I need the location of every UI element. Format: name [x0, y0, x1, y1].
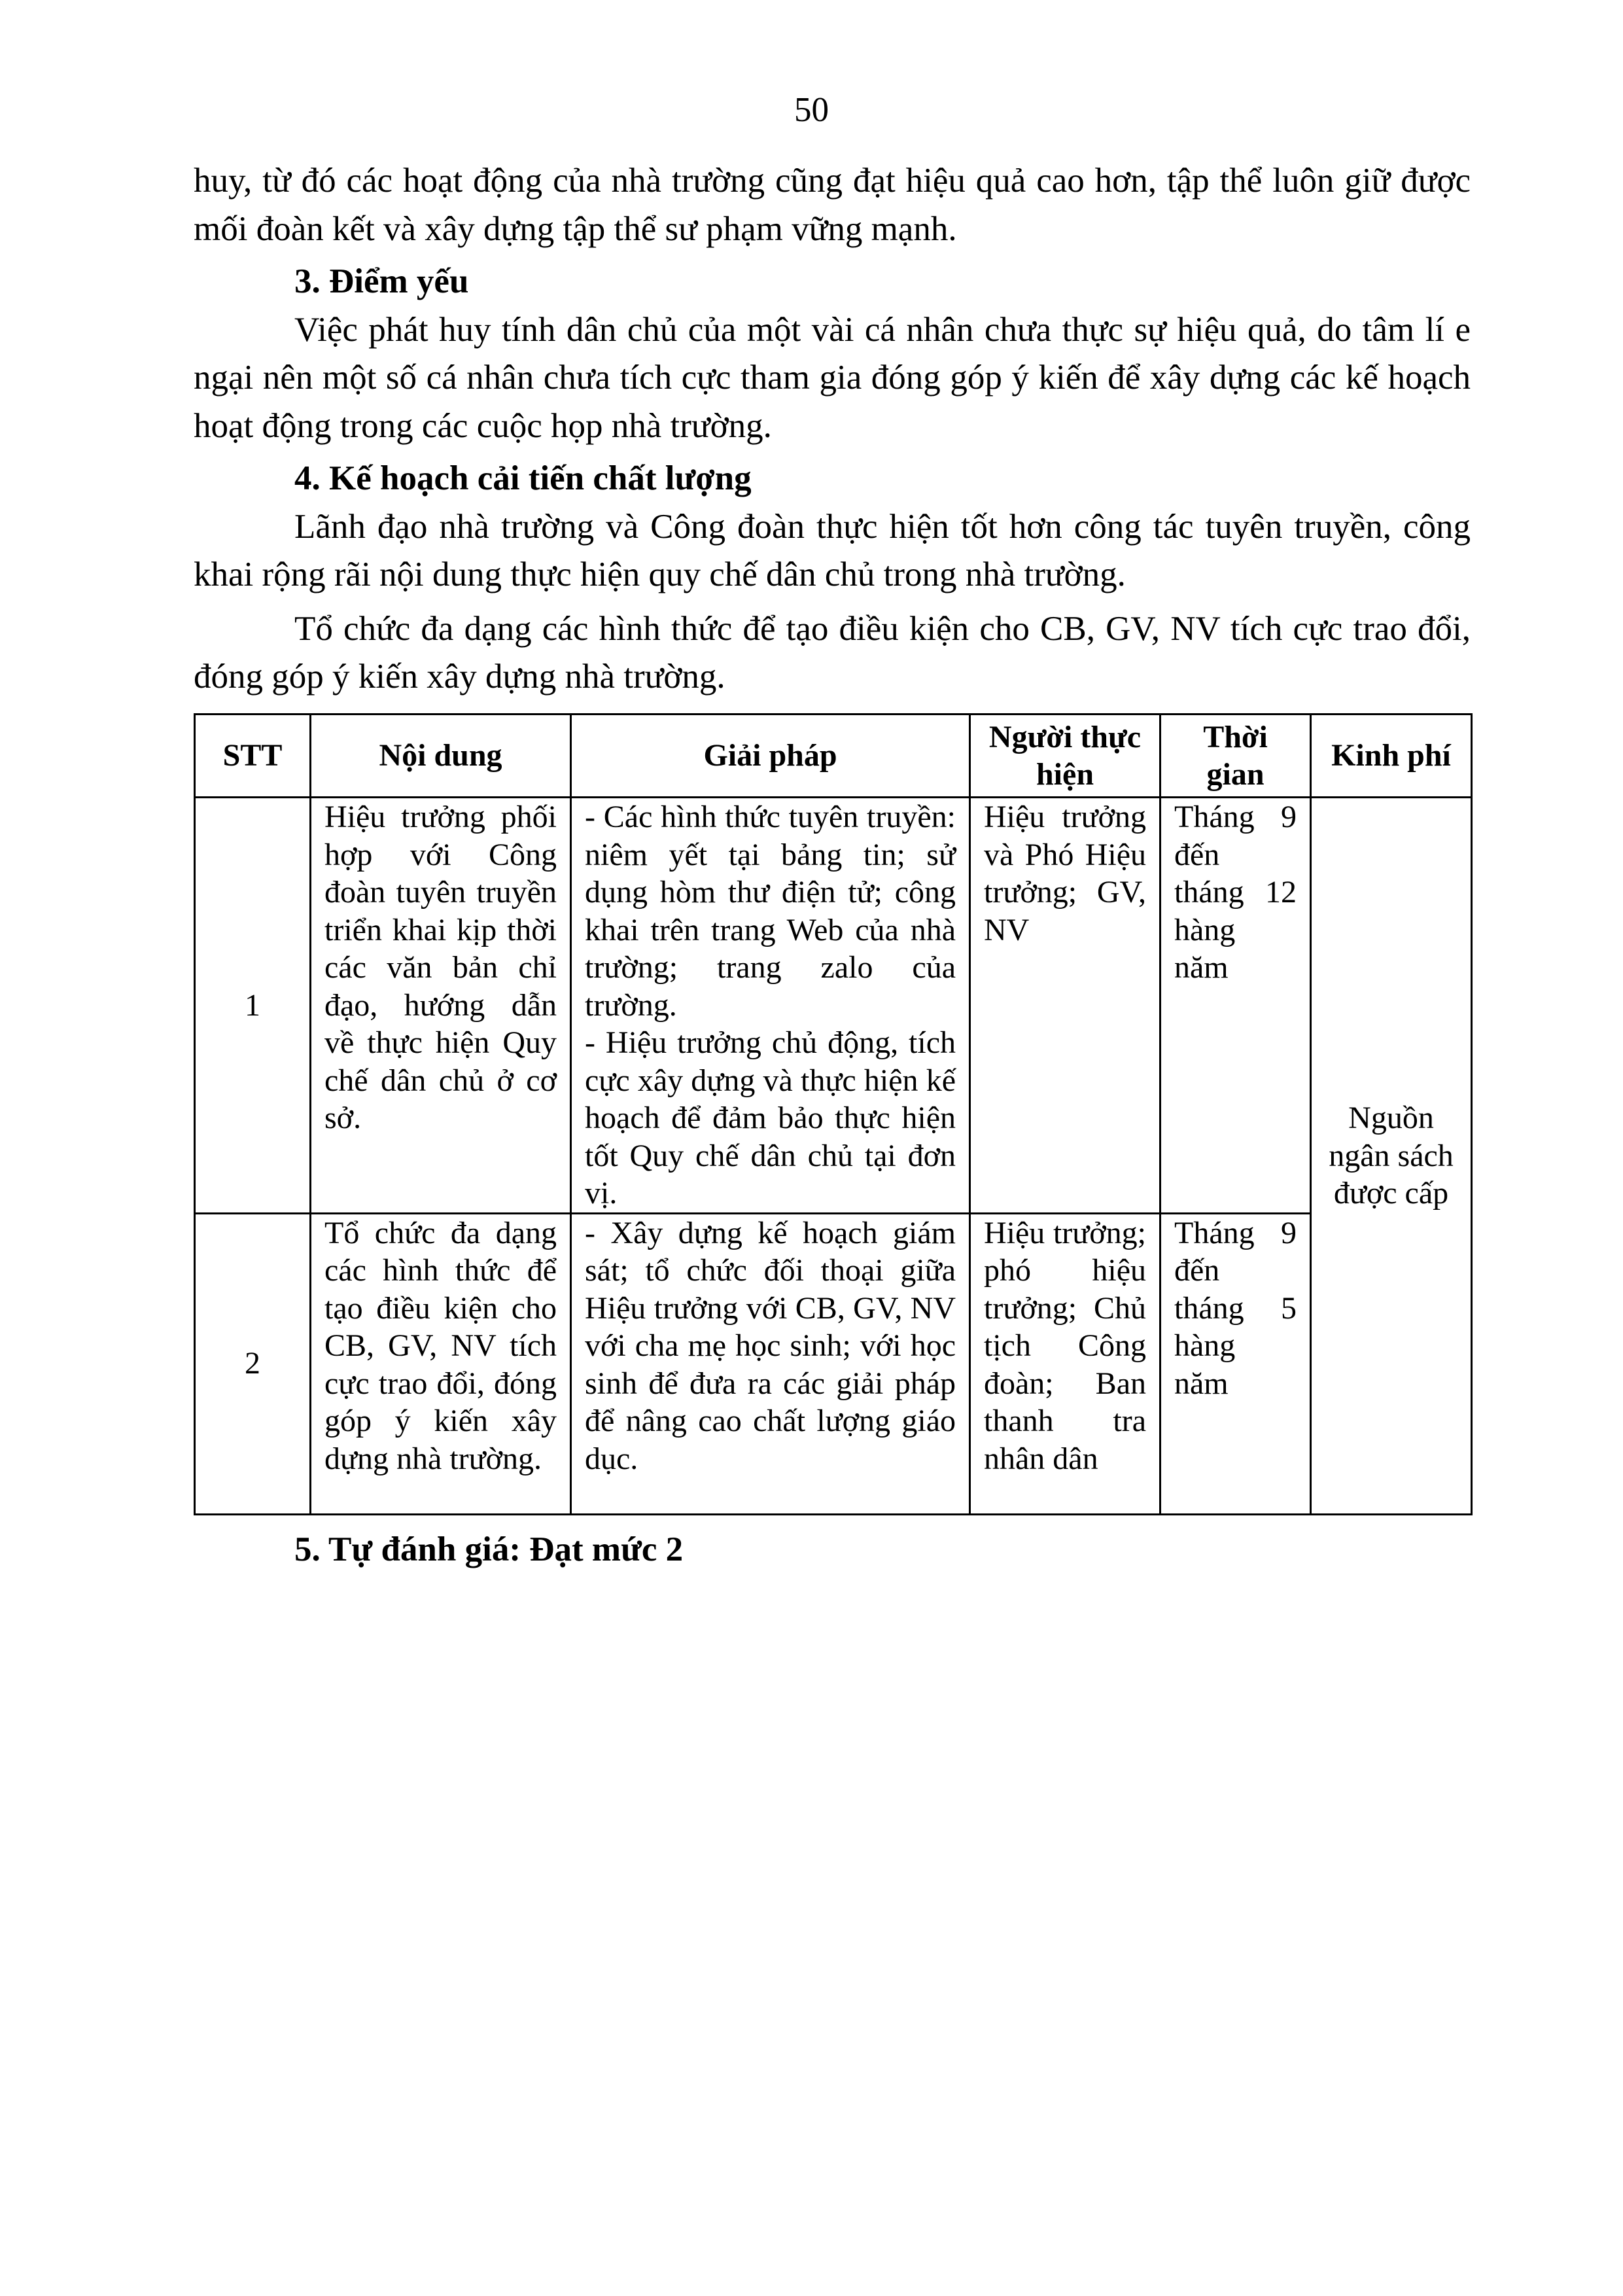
header-budget: Kinh phí: [1311, 715, 1472, 798]
section-3-heading: 3. Điểm yếu: [294, 262, 469, 300]
row-2-solution-item-1: - Xây dựng kế hoạch giám sát; tổ chức đối thoại giữa Hiệu trưởng với CB, GV, NV với cha mẹ học sinh; với học sinh để đưa ra các giải pháp để nâng cao chất lượng giáo dục.: [585, 1215, 956, 1476]
page-number: 50: [794, 91, 829, 129]
section-5-heading: 5. Tự đánh giá: Đạt mức 2: [294, 1530, 684, 1568]
row-1-person: Hiệu trưởng và Phó Hiệu trưởng; GV, NV: [970, 798, 1161, 1214]
budget-cell: Nguồn ngân sách được cấp: [1311, 798, 1472, 1515]
section-4-paragraph-2: Tổ chức đa dạng các hình thức để tạo điều kiện cho CB, GV, NV tích cực trao đổi, đóng góp ý kiến xây dựng nhà trường.: [194, 609, 1471, 696]
table-row: [195, 798, 1472, 1214]
improvement-plan-table: [194, 713, 1473, 1515]
header-person: Người thực hiện: [970, 715, 1161, 798]
row-1-stt: 1: [195, 798, 311, 1214]
row-2-time: Tháng 9 đến tháng 5 hàng năm: [1161, 1213, 1311, 1514]
document-body: [194, 157, 1471, 701]
table-header-row: [195, 715, 1472, 798]
row-2-content: Tổ chức đa dạng các hình thức để tạo điều kiện cho CB, GV, NV tích cực trao đổi, đóng góp ý kiến xây dựng nhà trường.: [311, 1213, 571, 1514]
section-4-heading: 4. Kế hoạch cải tiến chất lượng: [294, 459, 752, 497]
section-3-paragraph: Việc phát huy tính dân chủ của một vài cá nhân chưa thực sự hiệu quả, do tâm lí e ngại nên một số cá nhân chưa tích cực tham gia đóng góp ý kiến để xây dựng các kế hoạch hoạt động trong các cuộc họp nhà trường.: [194, 310, 1471, 445]
row-1-solution-item-1: - Các hình thức tuyên truyền: niêm yết tại bảng tin; sử dụng hòm thư điện tử; công khai trên trang Web của nhà trường; trang zalo của trường.: [585, 800, 956, 1023]
intro-paragraph: huy, từ đó các hoạt động của nhà trường cũng đạt hiệu quả cao hơn, tập thể luôn giữ được mối đoàn kết và xây dựng tập thể sư phạm vững mạnh.: [194, 162, 1471, 248]
header-solution: Giải pháp: [571, 715, 970, 798]
row-1-solution-item-2: - Hiệu trưởng chủ động, tích cực xây dựng và thực hiện kế hoạch để đảm bảo thực hiện tốt Quy chế dân chủ tại đơn vị.: [585, 1025, 956, 1210]
row-2-stt: 2: [195, 1213, 311, 1514]
header-time: Thời gian: [1161, 715, 1311, 798]
header-content: Nội dung: [311, 715, 571, 798]
row-2-person: Hiệu trưởng; phó hiệu trưởng; Chủ tịch Công đoàn; Ban thanh tra nhân dân: [970, 1213, 1161, 1514]
table-row: [195, 1213, 1472, 1514]
row-1-content: Hiệu trưởng phối hợp với Công đoàn tuyên truyền triển khai kịp thời các văn bản chỉ đạo, hướng dẫn về thực hiện Quy chế dân chủ ở cơ sở.: [311, 798, 571, 1214]
header-stt: STT: [195, 715, 311, 798]
row-1-solution: [571, 798, 970, 1214]
section-4-paragraph-1: Lãnh đạo nhà trường và Công đoàn thực hiện tốt hơn công tác tuyên truyền, công khai rộng rãi nội dung thực hiện quy chế dân chủ trong nhà trường.: [194, 507, 1471, 593]
row-2-solution: [571, 1213, 970, 1514]
row-1-time: Tháng 9 đến tháng 12 hàng năm: [1161, 798, 1311, 1214]
